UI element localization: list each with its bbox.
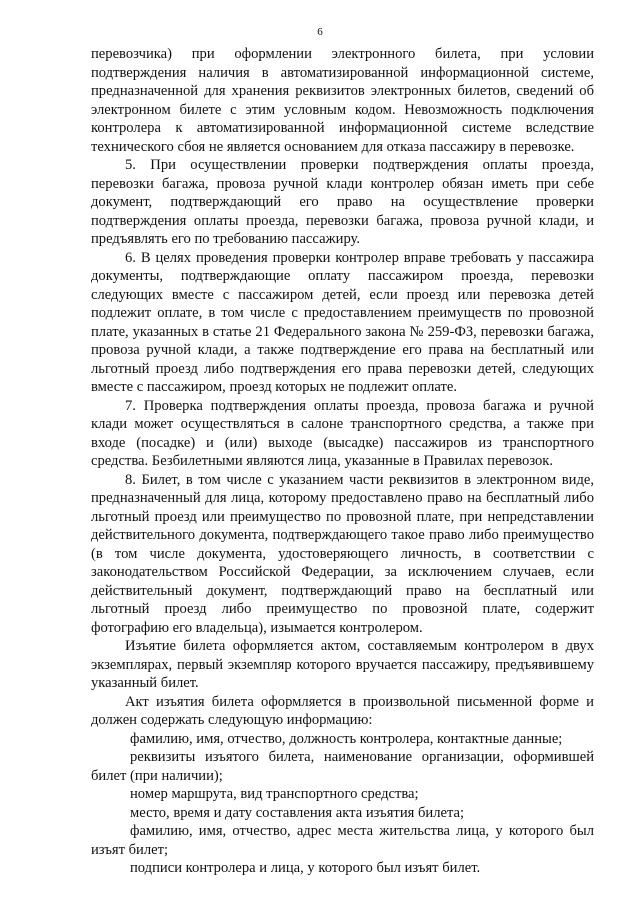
paragraph-seizure-act: Акт изъятия билета оформляется в произвольной письменной форме и должен содержать следующую информацию: [91,693,594,728]
paragraph-item-7: 7. Проверка подтверждения оплаты проезда, провоза багажа и ручной клади может осуществляться в салоне транспортного средства, а также при входе (посадке) и (или) выходе (высадке) пассажиров из транспортного средства. Безбилетными являются лица, указанные в Правилах перевозок. [91,397,594,469]
document-body [91,45,594,878]
paragraph-ticket-seizure: Изъятие билета оформляется актом, составляемым контролером в двух экземплярах, первый экземпляр которого вручается пассажиру, предъявившему указанный билет. [91,638,594,691]
list-item: номер маршрута, вид транспортного средства; [130,786,419,802]
paragraph-item-6: 6. В целях проведения проверки контролер вправе требовать у пассажира документы, подтверждающие оплату пассажиром проезда, перевозки следующих вместе с пассажиром детей, если проезд или перевозка детей подлежит оплате, в том числе с предоставлением преимуществ по провозной плате, указанных в статье 21 Федерального закона № 259-ФЗ, перевозки багажа, провоза ручной клади, а также подтверждение его права на бесплатный или льготный проезд либо подтверждения его права перевозки детей, следующих вместе с пассажиром, проезд которых не подлежит оплате. [91,249,594,395]
page-number: 6 [317,26,323,38]
list-item: фамилию, имя, отчество, должность контролера, контактные данные; [130,730,563,747]
paragraph-item-8: 8. Билет, в том числе с указанием части реквизитов в электронном виде, предназначенный для лица, которому предоставлено право на бесплатный либо льготный проезд или преимущество по провозной плате, при непредставлении действительного документа, подтверждающего такое право либо преимущество (в том числе документа, удостоверяющего личность, в соответствии с законодательством Российской Федерации, за исключением случаев, если действительный документ, подтверждающий право на бесплатный или льготный проезд либо преимущество по провозной плате, содержит фотографию его владельца), изымается контролером. [91,471,594,636]
list-item: подписи контролера и лица, у которого был изъят билет. [130,860,481,876]
list-item: реквизиты изъятого билета, наименование организации, оформившей билет (при наличии); [91,749,594,784]
paragraph-continuation: перевозчика) при оформлении электронного билета, при условии подтверждения наличия в автоматизированной информационной системе, предназначенной для хранения реквизитов электронных билетов, сведений об электронном билете с этим условным кодом. Невозможность подключения контролера к автоматизированной информационной системе вследствие технического сбоя не является основанием для отказа пассажиру в перевозке. [91,46,594,155]
list-item: место, время и дату составления акта изъятия билета; [130,804,465,821]
paragraph-item-5: 5. При осуществлении проверки подтверждения оплаты проезда, перевозки багажа, провоза ручной клади контролер обязан иметь при себе документ, подтверждающий его право на осуществление проверки подтверждения оплаты проезда, перевозки багажа, провоза ручной клади, и предъявлять его по требованию пассажиру. [91,157,594,247]
list-item: фамилию, имя, отчество, адрес места жительства лица, у которого был изъят билет; [91,823,594,858]
